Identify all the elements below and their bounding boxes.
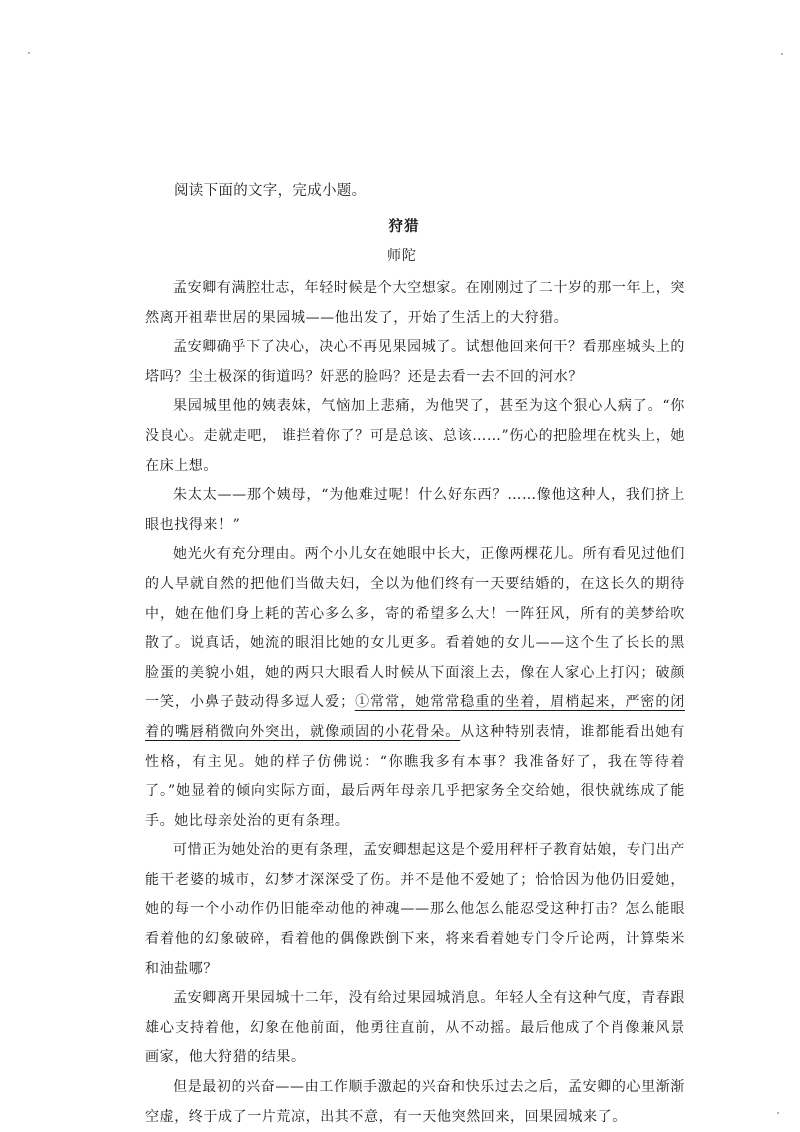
paragraph-5-after: 从这种特别表情，谁都能看出她有性格，有主见。她的样子仿佛说：“你瞧我多有本事？我准备好了，我在等待着了。”她显着的倾向实际方面，最后两年母亲几乎把家务全交给她，很快就练成了能手。她比母亲处治的更有条理。 xyxy=(145,723,685,829)
scan-speck xyxy=(781,53,783,55)
paragraph-4: 朱太太——那个姨母，“为他难过呢！什么好东西？……像他这种人，我们挤上眼也找得来！” xyxy=(145,487,685,533)
paragraph-5-before: 她光火有充分理由。两个小儿女在她眼中长大，正像两棵花儿。所有看见过他们的人早就自然的把他们当做夫妇，全以为他们终有一天要结婚的，在这长久的期待中，她在他们身上耗的苦心多么多，寄的希望多么大！一阵狂风，所有的美梦给吹散了。说真话，她流的眼泪比她的女儿更多。看着她的女儿——这个生了长长的黑脸蛋的美貌小姐，她的两只大眼看人时候从下面滚上去，像在人家心上打闪；破颜一笑，小鼻子鼓动得多逗人爱； xyxy=(145,546,685,711)
scan-speck xyxy=(28,52,30,54)
question-instruction: 阅读下面的文字，完成小题。 xyxy=(174,183,367,199)
passage-body xyxy=(145,274,685,1132)
paragraph-3: 果园城里他的姨表妹，气恼加上悲痛，为他哭了，甚至为这个狠心人病了。“你没良心。走就走吧， 谁拦着你了？可是总该、总该……”伤心的把脸埋在枕头上，她在床上想。 xyxy=(145,398,685,474)
paragraph-5 xyxy=(145,540,685,836)
paragraph-1: 孟安卿有满腔壮志，年轻时候是个大空想家。在刚刚过了二十岁的那一年上，突然离开祖辈世居的果园城——他出发了，开始了生活上的大狩猎。 xyxy=(145,280,685,326)
passage-author: 师陀 xyxy=(387,248,417,264)
passage-title: 狩猎 xyxy=(388,218,420,235)
paragraph-6: 可惜正为她处治的更有条理，孟安卿想起这是个爱用秤杆子教育姑娘，专门出产能干老婆的城市，幻梦才深深受了伤。并不是他不爱她了；恰恰因为他仍旧爱她，她的每一个小动作仍旧能牵动他的神魂——那么他怎么能忍受这种打击？怎么能眼看着他的幻象破碎，看着他的偶像跌倒下来，将来看着她专门令斤论两，计算柴米和油盐哪？ xyxy=(145,842,685,977)
paragraph-8: 但是最初的兴奋——由工作顺手激起的兴奋和快乐过去之后，孟安卿的心里渐渐空虚，终于成了一片荒凉，出其不意，有一天他突然回来，回果园城来了。 xyxy=(145,1079,685,1125)
paragraph-7: 孟安卿离开果园城十二年，没有给过果园城消息。年轻人全有这种气度，青春跟雄心支持着他，幻象在他前面，他勇往直前，从不动摇。最后他成了个肖像兼风景画家，他大狩猎的结果。 xyxy=(145,990,685,1066)
underlined-sentence-1: ①常常，她常常稳重的坐着，眉梢起来，严密的闭着的嘴唇稍微向外突出，就像顽固的小花骨朵。 xyxy=(145,694,685,740)
scan-speck xyxy=(777,1112,779,1114)
paragraph-2: 孟安卿确乎下了决心，决心不再见果园城了。试想他回来何干？看那座城头上的塔吗？尘土极深的街道吗？奸恶的脸吗？还是去看一去不回的河水？ xyxy=(145,339,685,385)
